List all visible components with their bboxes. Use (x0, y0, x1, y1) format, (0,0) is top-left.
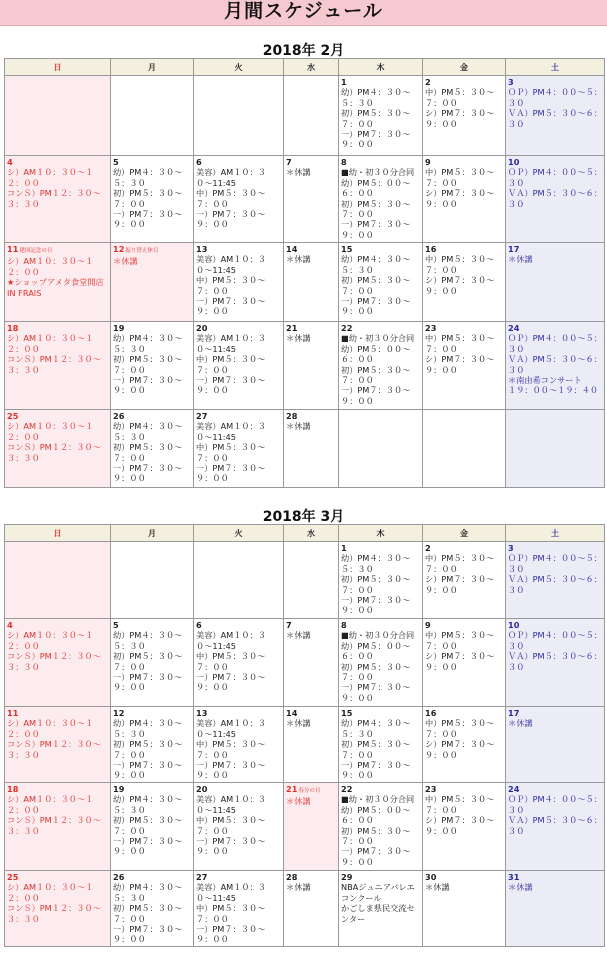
calendar-week-row (5, 707, 605, 783)
day-number: 4 (7, 620, 13, 630)
day-cell (284, 619, 339, 707)
day-number: 23 (425, 784, 437, 794)
day-schedule: 幼）PM４：３０〜５：３０ 初）PM５：３０〜７：００ 一）PM７：３０〜９：００ (113, 333, 183, 396)
empty-day-cell (5, 542, 111, 619)
day-cell (506, 76, 605, 156)
day-cell (5, 871, 111, 947)
day-number: 14 (286, 244, 298, 254)
empty-day-cell (111, 542, 194, 619)
day-number: 15 (341, 708, 353, 718)
day-number: 10 (508, 620, 520, 630)
day-schedule: シ）AM１０：３０〜１２：００ コンＳ）PM１２：３０〜３：３０ (7, 333, 101, 375)
day-number: 19 (113, 784, 125, 794)
holiday-label: 振り替え休日 (125, 248, 159, 254)
day-cell (194, 783, 284, 871)
weekday-header-mon: 月 (111, 59, 194, 76)
day-cell (339, 619, 423, 707)
day-number: 6 (196, 620, 202, 630)
day-cell (506, 707, 605, 783)
day-schedule: ＊休講 (286, 882, 311, 893)
weekday-header-fri: 金 (423, 59, 506, 76)
day-cell (339, 707, 423, 783)
day-number: 21 (286, 784, 298, 794)
calendar-week-row (5, 619, 605, 707)
empty-day-cell (339, 410, 423, 488)
day-number: 1 (341, 77, 347, 87)
month-title-feb: 2018年 2月 (262, 43, 345, 59)
day-schedule: 美容）AM１０：３０〜11:45 中）PM５：３０〜７：００ 一）PM７：３０〜９：００ (196, 421, 266, 484)
day-schedule: 中）PM５：３０〜７：００ シ）PM７：３０〜９：００ (425, 718, 495, 760)
day-schedule: シ）AM１０：３０〜１２：００ コンＳ）PM１２：３０〜３：３０ (7, 421, 101, 463)
day-number: 4 (7, 157, 13, 167)
day-number: 3 (508, 543, 514, 553)
day-number: 27 (196, 411, 208, 421)
weekday-header-tue: 火 (194, 59, 284, 76)
month-title-mar: 2018年 3月 (262, 509, 345, 525)
day-cell (194, 243, 284, 322)
day-number: 25 (7, 872, 19, 882)
day-cell (423, 783, 506, 871)
day-number: 30 (425, 872, 437, 882)
day-number: 6 (196, 157, 202, 167)
day-number: 5 (113, 620, 119, 630)
day-schedule: ＊休講 (286, 630, 311, 641)
day-schedule: 幼）PM４：３０〜５：３０ 初）PM５：３０〜７：００ 一）PM７：３０〜９：００ (341, 718, 411, 781)
day-schedule: ＯＰ）PM４：００〜５：３０ ＶＡ）PM５：３０〜６：３０ (508, 794, 602, 836)
day-cell (111, 707, 194, 783)
day-schedule: 美容）AM１０：３０〜11:45 中）PM５：３０〜７：００ 一）PM７：３０〜９：００ (196, 718, 266, 781)
day-number: 9 (425, 620, 431, 630)
calendar-mar (4, 524, 605, 947)
day-number: 25 (7, 411, 19, 421)
day-number: 28 (286, 872, 298, 882)
day-cell (111, 410, 194, 488)
calendar-week-row (5, 156, 605, 243)
day-schedule: 幼）PM４：３０〜５：３０ 初）PM５：３０〜７：００ 一）PM７：３０〜９：００ (113, 794, 183, 857)
day-cell (506, 322, 605, 410)
day-cell (423, 542, 506, 619)
empty-day-cell (506, 410, 605, 488)
day-schedule: ＊休講 (286, 421, 311, 432)
day-schedule: ＊休講 (113, 256, 138, 267)
day-cell (194, 707, 284, 783)
weekday-header-wed: 水 (284, 59, 339, 76)
empty-day-cell (284, 76, 339, 156)
day-schedule: 幼）PM４：３０〜５：３０ 初）PM５：３０〜７：００ 一）PM７：３０〜９：００ (113, 167, 183, 230)
day-number: 13 (196, 244, 208, 254)
calendar-week-row (5, 871, 605, 947)
day-number: 2 (425, 543, 431, 553)
calendar-feb (4, 58, 605, 488)
day-number: 11 (7, 708, 19, 718)
empty-day-cell (284, 542, 339, 619)
day-number: 8 (341, 157, 347, 167)
weekday-header-sat: 土 (506, 525, 605, 542)
day-number: 20 (196, 784, 208, 794)
day-cell (194, 871, 284, 947)
day-schedule: 幼）PM４：３０〜５：３０ 初）PM５：３０〜７：００ 一）PM７：３０〜９：００ (113, 718, 183, 781)
day-schedule: シ）AM１０：３０〜１２：００ コンＳ）PM１２：３０〜３：３０ (7, 794, 101, 836)
weekday-header-tue: 火 (194, 525, 284, 542)
day-cell (5, 707, 111, 783)
day-schedule: ＊休講 (286, 718, 311, 729)
day-cell (506, 156, 605, 243)
day-schedule: ＊休講 (508, 718, 533, 729)
empty-day-cell (194, 76, 284, 156)
day-cell (194, 410, 284, 488)
day-cell (5, 410, 111, 488)
day-schedule: 中）PM５：３０〜７：００ シ）PM７：３０〜９：００ (425, 167, 495, 209)
holiday-label: 春分の日 (298, 788, 321, 794)
day-schedule: ■幼・初３０分合同 幼）PM５：００〜６：００ 初）PM５：３０〜７：００ 一）PM７：３０〜９：００ (341, 794, 415, 867)
day-cell (5, 783, 111, 871)
day-cell (194, 322, 284, 410)
day-schedule: 幼）PM４：３０〜５：３０ 初）PM５：３０〜７：００ 一）PM７：３０〜９：００ (341, 553, 411, 616)
empty-day-cell (423, 410, 506, 488)
day-schedule: ＊休講 (508, 882, 533, 893)
day-cell (339, 542, 423, 619)
day-number: 28 (286, 411, 298, 421)
day-cell (5, 243, 111, 322)
day-cell (111, 243, 194, 322)
day-number: 21 (286, 323, 298, 333)
day-cell (339, 243, 423, 322)
day-number: 8 (341, 620, 347, 630)
day-schedule: ＯＰ）PM４：００〜５：３０ ＶＡ）PM５：３０〜６：３０ (508, 553, 602, 595)
day-cell (284, 156, 339, 243)
day-schedule: 中）PM５：３０〜７：００ シ）PM７：３０〜９：００ (425, 333, 495, 375)
day-schedule: ＊休講 (286, 167, 311, 178)
day-cell (423, 76, 506, 156)
day-schedule: シ）AM１０：３０〜１２：００ コンＳ）PM１２：３０〜３：３０ (7, 630, 101, 672)
day-schedule: NBAジュニアバレエコンクール かごしま県民交流センター (341, 882, 415, 924)
day-cell (506, 871, 605, 947)
empty-day-cell (194, 542, 284, 619)
day-number: 12 (113, 244, 125, 254)
day-cell (5, 156, 111, 243)
calendar-week-row (5, 542, 605, 619)
day-number: 18 (7, 784, 19, 794)
day-number: 15 (341, 244, 353, 254)
empty-day-cell (111, 76, 194, 156)
day-cell (284, 243, 339, 322)
day-schedule: シ）AM１０：３０〜１２：００ コンＳ）PM１２：３０〜３：３０ (7, 718, 101, 760)
day-schedule: ＯＰ）PM４：００〜５：３０ ＶＡ）PM５：３０〜６：３０ (508, 167, 602, 209)
day-number: 5 (113, 157, 119, 167)
day-schedule: 幼）PM４：３０〜５：３０ 初）PM５：３０〜７：００ 一）PM７：３０〜９：００ (113, 882, 183, 945)
empty-day-cell (5, 76, 111, 156)
day-schedule: 中）PM５：３０〜７：００ シ）PM７：３０〜９：００ (425, 254, 495, 296)
calendar-week-row (5, 322, 605, 410)
weekday-header-thu: 木 (339, 525, 423, 542)
day-number: 31 (508, 872, 520, 882)
weekday-header-sun: 日 (5, 525, 111, 542)
day-cell (194, 156, 284, 243)
day-schedule: シ）AM１０：３０〜１２：００ コンＳ）PM１２：３０〜３：３０ (7, 167, 101, 209)
day-number: 9 (425, 157, 431, 167)
day-cell (111, 619, 194, 707)
day-schedule: シ）AM１０：３０〜１２：００ コンＳ）PM１２：３０〜３：３０ (7, 882, 101, 924)
day-schedule: 美容）AM１０：３０〜11:45 中）PM５：３０〜７：００ 一）PM７：３０〜９：００ (196, 794, 266, 857)
day-schedule: ＯＰ）PM４：００〜５：３０ ＶＡ）PM５：３０〜６：３０ ＊南由希コンサート １９：００〜１９：４０ (508, 333, 602, 396)
day-schedule: 幼）PM４：３０〜５：３０ 初）PM５：３０〜７：００ 一）PM７：３０〜９：００ (113, 421, 183, 484)
day-schedule: 美容）AM１０：３０〜11:45 中）PM５：３０〜７：００ 一）PM７：３０〜９：００ (196, 630, 266, 693)
day-cell (423, 707, 506, 783)
day-number: 7 (286, 620, 292, 630)
day-cell (111, 322, 194, 410)
day-cell (339, 76, 423, 156)
day-schedule: 中）PM５：３０〜７：００ シ）PM７：３０〜９：００ (425, 630, 495, 672)
day-number: 14 (286, 708, 298, 718)
holiday-label: 建国記念の日 (19, 248, 53, 254)
day-schedule: ＊休講 (286, 796, 311, 807)
day-cell (284, 783, 339, 871)
day-cell (111, 783, 194, 871)
day-schedule: 幼）PM４：３０〜５：３０ 初）PM５：３０〜７：００ 一）PM７：３０〜９：００ (341, 254, 411, 317)
day-number: 29 (341, 872, 353, 882)
day-number: 16 (425, 708, 437, 718)
day-number: 26 (113, 872, 125, 882)
day-number: 24 (508, 323, 520, 333)
day-schedule: 中）PM５：３０〜７：００ シ）PM７：３０〜９：００ (425, 794, 495, 836)
day-cell (423, 156, 506, 243)
weekday-header-mon: 月 (111, 525, 194, 542)
day-cell (284, 410, 339, 488)
day-cell (5, 619, 111, 707)
weekday-header-wed: 水 (284, 525, 339, 542)
day-number: 20 (196, 323, 208, 333)
calendar-week-row (5, 410, 605, 488)
day-number: 3 (508, 77, 514, 87)
day-schedule: ■幼・初３０分合同 幼）PM５：００〜６：００ 初）PM５：３０〜７：００ 一）PM７：３０〜９：００ (341, 630, 415, 703)
day-schedule: 美容）AM１０：３０〜11:45 中）PM５：３０〜７：００ 一）PM７：３０〜９：００ (196, 333, 266, 396)
day-cell (506, 783, 605, 871)
day-schedule: 美容）AM１０：３０〜11:45 中）PM５：３０〜７：００ 一）PM７：３０〜９：００ (196, 882, 266, 945)
calendar-week-row (5, 243, 605, 322)
page-title: 月間スケジュール (224, 0, 383, 22)
day-schedule: シ）AM１０：３０〜１２：００ ★ショップアメタ食堂開店 IN FRAIS (7, 256, 104, 298)
weekday-header-sat: 土 (506, 59, 605, 76)
day-number: 1 (341, 543, 347, 553)
day-cell (339, 156, 423, 243)
day-cell (339, 871, 423, 947)
day-schedule: ＯＰ）PM４：００〜５：３０ ＶＡ）PM５：３０〜６：３０ (508, 87, 602, 129)
day-schedule: ＊休講 (286, 333, 311, 344)
day-number: 17 (508, 244, 520, 254)
weekday-header-thu: 木 (339, 59, 423, 76)
day-number: 12 (113, 708, 125, 718)
day-cell (423, 619, 506, 707)
weekday-header-sun: 日 (5, 59, 111, 76)
day-schedule: 美容）AM１０：３０〜11:45 中）PM５：３０〜７：００ 一）PM７：３０〜９：００ (196, 254, 266, 317)
day-number: 22 (341, 784, 353, 794)
day-cell (339, 322, 423, 410)
day-schedule: 幼）PM４：３０〜５：３０ 初）PM５：３０〜７：００ 一）PM７：３０〜９：００ (341, 87, 411, 150)
day-cell (5, 322, 111, 410)
day-schedule: ＊休講 (508, 254, 533, 265)
day-schedule: ＊休講 (425, 882, 450, 893)
day-schedule: 中）PM５：３０〜７：００ シ）PM７：３０〜９：００ (425, 87, 495, 129)
header-banner (0, 0, 607, 26)
calendar-week-row (5, 76, 605, 156)
day-cell (423, 243, 506, 322)
day-number: 2 (425, 77, 431, 87)
day-number: 19 (113, 323, 125, 333)
day-schedule: ■幼・初３０分合同 幼）PM５：００〜６：００ 初）PM５：３０〜７：００ 一）PM７：３０〜９：００ (341, 167, 415, 240)
day-number: 17 (508, 708, 520, 718)
day-cell (284, 871, 339, 947)
day-number: 23 (425, 323, 437, 333)
day-number: 24 (508, 784, 520, 794)
day-number: 22 (341, 323, 353, 333)
day-schedule: ■幼・初３０分合同 幼）PM５：００〜６：００ 初）PM５：３０〜７：００ 一）PM７：３０〜９：００ (341, 333, 415, 406)
day-schedule: ＊休講 (286, 254, 311, 265)
day-schedule: 美容）AM１０：３０〜11:45 中）PM５：３０〜７：００ 一）PM７：３０〜９：００ (196, 167, 266, 230)
day-cell (506, 619, 605, 707)
day-cell (111, 871, 194, 947)
calendar-week-row (5, 783, 605, 871)
day-cell (339, 783, 423, 871)
day-schedule: ＯＰ）PM４：００〜５：３０ ＶＡ）PM５：３０〜６：３０ (508, 630, 602, 672)
day-number: 26 (113, 411, 125, 421)
day-cell (111, 156, 194, 243)
day-number: 16 (425, 244, 437, 254)
day-cell (194, 619, 284, 707)
day-cell (284, 707, 339, 783)
day-cell (423, 322, 506, 410)
day-cell (506, 243, 605, 322)
day-cell (423, 871, 506, 947)
day-number: 18 (7, 323, 19, 333)
day-number: 10 (508, 157, 520, 167)
day-number: 11 (7, 244, 19, 254)
day-schedule: 中）PM５：３０〜７：００ シ）PM７：３０〜９：００ (425, 553, 495, 595)
weekday-header-fri: 金 (423, 525, 506, 542)
day-number: 7 (286, 157, 292, 167)
day-cell (506, 542, 605, 619)
day-cell (284, 322, 339, 410)
day-number: 13 (196, 708, 208, 718)
day-number: 27 (196, 872, 208, 882)
day-schedule: 幼）PM４：３０〜５：３０ 初）PM５：３０〜７：００ 一）PM７：３０〜９：００ (113, 630, 183, 693)
